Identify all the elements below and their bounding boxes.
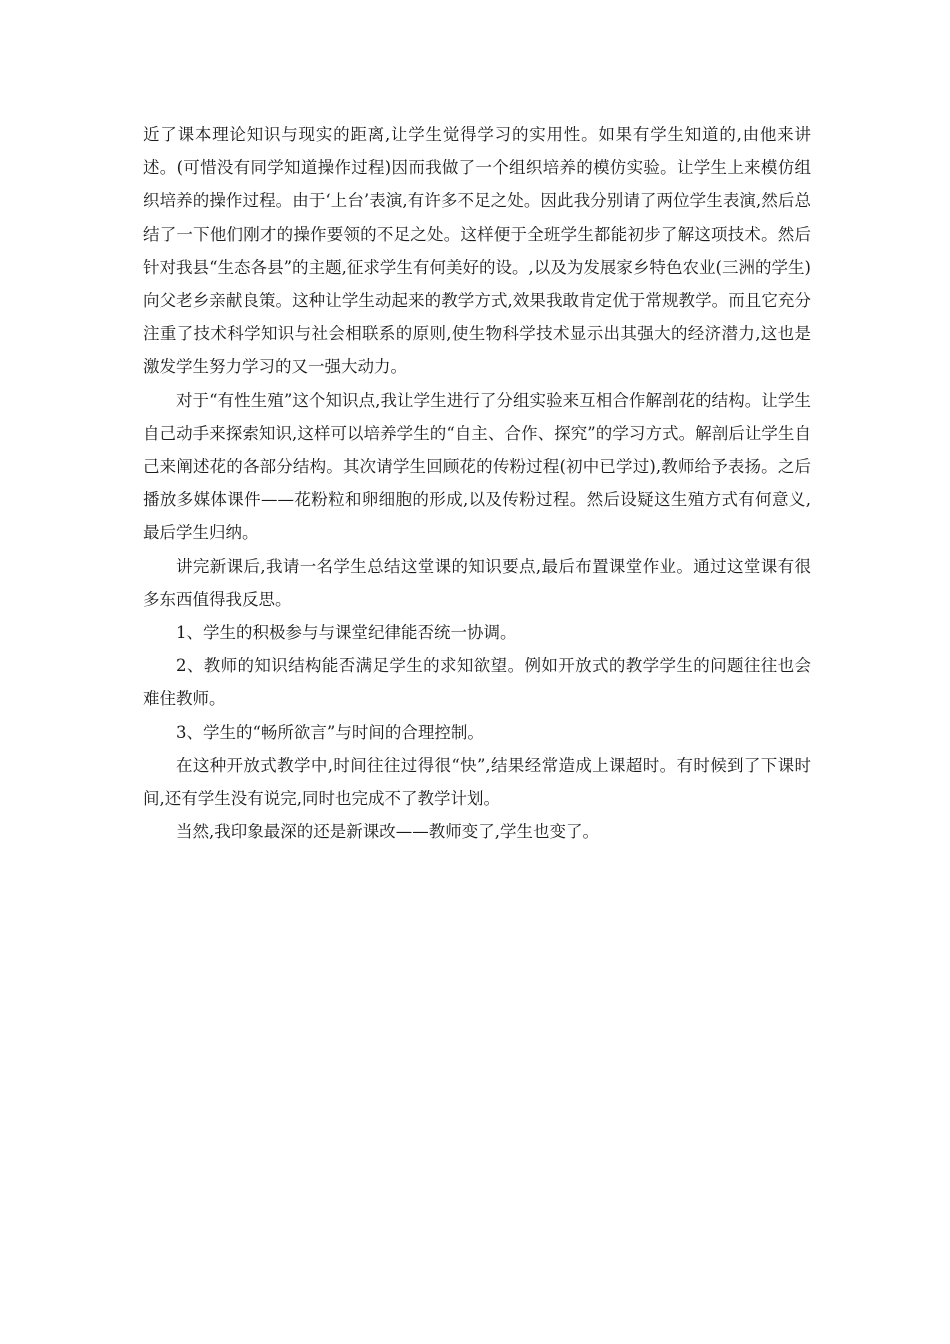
paragraph-2: 对于“有性生殖”这个知识点,我让学生进行了分组实验来互相合作解剖花的结构。让学生自己动手来探索知识,这样可以培养学生的“自主、合作、探究”的学习方式。解剖后让学生自己来阐述花的各部分结构。其次请学生回顾花的传粉过程(初中已学过),教师给予表扬。之后播放多媒体课件——花粉粒和卵细胞的形成,以及传粉过程。然后设疑这生殖方式有何意义,最后学生归纳。 <box>143 390 811 543</box>
paragraph-5: 当然,我印象最深的还是新课改——教师变了,学生也变了。 <box>176 822 599 842</box>
paragraph-1: 近了课本理论知识与现实的距离,让学生觉得学习的实用性。如果有学生知道的,由他来讲述。(可惜没有同学知道操作过程)因而我做了一个组织培养的模仿实验。让学生上来模仿组织培养的操作过程。由于‘上台’表演,有许多不足之处。因此我分别请了两位学生表演,然后总结了一下他们刚才的操作要领的不足之处。这样便于全班学生都能初步了解这项技术。然后针对我县“生态各县”的主题,征求学生有何美好的设。,以及为发展家乡特色农业(三洲的学生)向父老乡亲献良策。这种让学生动起来的教学方式,效果我敢肯定优于常规教学。而且它充分注重了技术科学知识与社会相联系的原则,使生物科学技术显示出其强大的经济潜力,这也是激发学生努力学习的又一强大动力。 <box>143 125 811 377</box>
list-item-2: 2、教师的知识结构能否满足学生的求知欲望。例如开放式的教学学生的问题往往也会难住教师。 <box>143 656 811 709</box>
paragraph-4: 在这种开放式教学中,时间往往过得很“快”,结果经常造成上课超时。有时候到了下课时间,还有学生没有说完,同时也完成不了教学计划。 <box>143 755 811 809</box>
list-item-3: 3、学生的“畅所欲言”与时间的合理控制。 <box>176 722 484 742</box>
document-body <box>143 118 811 848</box>
list-item-1: 1、学生的积极参与与课堂纪律能否统一协调。 <box>176 623 517 643</box>
paragraph-3: 讲完新课后,我请一名学生总结这堂课的知识要点,最后布置课堂作业。通过这堂课有很多东西值得我反思。 <box>143 556 811 609</box>
